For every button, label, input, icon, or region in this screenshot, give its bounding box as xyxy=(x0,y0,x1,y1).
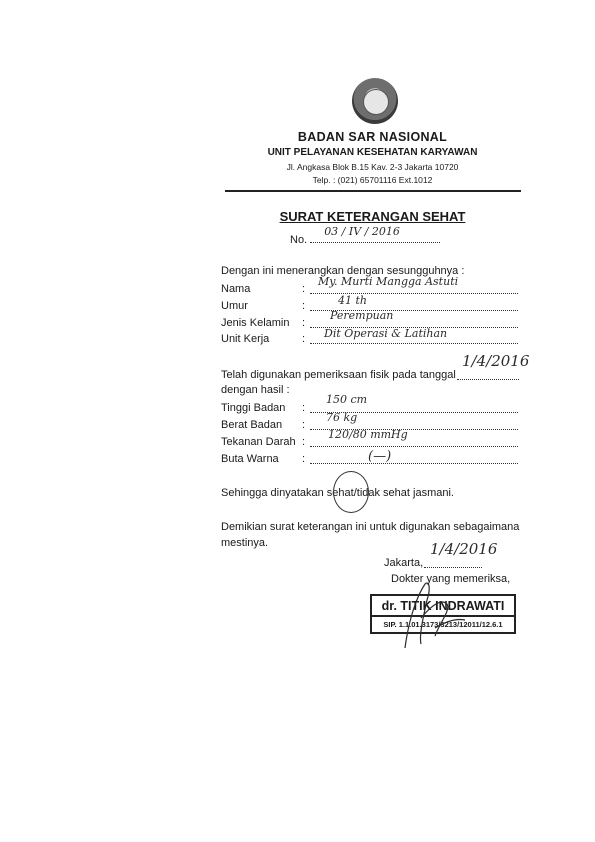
document-number xyxy=(290,225,440,246)
signature-place: Jakarta, xyxy=(384,557,424,569)
result-label-tekanan: Tekanan Darah xyxy=(221,436,296,448)
result-label-berat: Berat Badan xyxy=(221,419,283,431)
intro-text: Dengan ini menerangkan dengan sesungguhnya : xyxy=(221,265,465,277)
exam-date-value: 1/4/2016 xyxy=(462,352,530,370)
field-colon: : xyxy=(302,333,306,345)
signature-role: Dokter yang memeriksa, xyxy=(391,573,511,585)
unit-name: UNIT PELAYANAN KESEHATAN KARYAWAN xyxy=(267,147,478,158)
document-title: SURAT KETERANGAN SEHAT xyxy=(279,209,466,224)
result-value-tekanan: 120/80 mmHg xyxy=(328,428,408,441)
exam-date-line xyxy=(457,379,519,380)
field-value-unit-kerja: Dit Operasi & Latihan xyxy=(324,327,448,340)
result-value-tinggi: 150 cm xyxy=(326,393,368,406)
document-number-value: 03 / IV / 2016 xyxy=(324,225,400,238)
badan-sar-logo xyxy=(352,78,398,124)
field-label-umur: Umur xyxy=(221,300,248,312)
org-phone: Telp. : (021) 65701116 Ext.1012 xyxy=(312,175,433,185)
closing-line-1: Demikian surat keterangan ini untuk digunakan sebagaimana xyxy=(221,521,520,533)
field-colon: : xyxy=(302,402,306,414)
field-colon: : xyxy=(302,317,306,329)
closing-line-2: mestinya. xyxy=(221,537,269,549)
org-name: BADAN SAR NASIONAL xyxy=(297,130,448,144)
field-colon: : xyxy=(302,419,306,431)
field-colon: : xyxy=(302,300,306,312)
field-label-unit-kerja: Unit Kerja xyxy=(221,333,270,345)
doctor-signature xyxy=(395,578,475,650)
org-address: Jl. Angkasa Blok B.15 Kav. 2-3 Jakarta 10720 xyxy=(286,162,459,172)
document-number-label: No. xyxy=(290,234,308,246)
conclusion-text: Sehingga dinyatakan sehat/tidak sehat jasmani. xyxy=(221,487,454,499)
field-colon: : xyxy=(302,453,306,465)
result-label-buta-warna: Buta Warna xyxy=(221,453,279,465)
field-value-nama: My. Murti Mangga Astuti xyxy=(318,275,459,288)
exam-text: Telah digunakan pemeriksaan fisik pada tanggal xyxy=(221,369,456,381)
header-divider xyxy=(225,190,521,192)
result-label-tinggi: Tinggi Badan xyxy=(221,402,286,414)
field-value-umur: 41 th xyxy=(338,294,367,307)
result-line-buta-warna xyxy=(310,463,518,464)
field-label-nama: Nama xyxy=(221,283,251,295)
doctor-sip: SIP. 1.1.01.3173/3213/12011/12.6.1 xyxy=(383,620,503,629)
field-line-unit-kerja xyxy=(310,343,518,344)
signature-date-value: 1/4/2016 xyxy=(430,540,498,558)
field-label-jenis-kelamin: Jenis Kelamin xyxy=(221,317,290,329)
result-value-buta-warna: (—) xyxy=(368,449,392,464)
field-colon: : xyxy=(302,283,306,295)
result-line-tekanan xyxy=(310,446,518,447)
field-colon: : xyxy=(302,436,306,448)
field-value-jenis-kelamin: Perempuan xyxy=(330,309,394,322)
result-label: dengan hasil : xyxy=(221,384,290,396)
document-number-line xyxy=(310,225,440,243)
sehat-circle-mark xyxy=(333,471,369,513)
signature-date-line xyxy=(424,567,482,568)
result-value-berat: 76 kg xyxy=(326,411,358,424)
doctor-name: dr. TITIK INDRAWATI xyxy=(372,596,514,617)
